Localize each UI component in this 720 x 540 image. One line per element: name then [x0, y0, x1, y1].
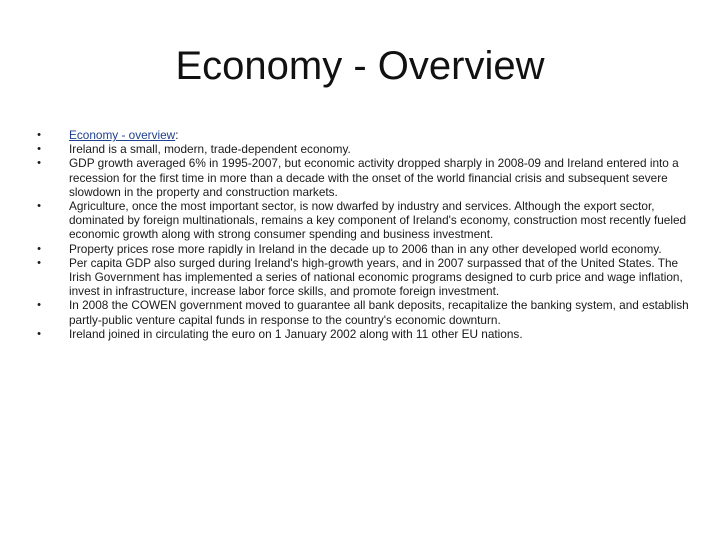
bullet-text: Ireland joined in circulating the euro on 1 January 2002 along with 11 other EU nations. [69, 326, 523, 341]
bullet-icon: • [37, 256, 41, 269]
bullet-item [37, 255, 690, 299]
bullet-item [37, 142, 690, 157]
bullet-icon: • [37, 157, 41, 170]
slide-title: Economy - Overview [175, 44, 545, 88]
bullet-item [37, 298, 690, 327]
bullet-text: Per capita GDP also surged during Ireland's high-growth years, and in 2007 surpassed that of the United States. The Irish Government has implemented a series of national economic programs designed to curb price and wage inflation, invest in infrastructure, increase labor force skills, and promote foreign investment. [69, 255, 683, 299]
bullet-icon: • [37, 299, 41, 312]
bullet-list [37, 128, 690, 341]
bullet-item [37, 156, 690, 199]
bullet-item [37, 199, 690, 242]
bullet-icon: • [37, 143, 41, 156]
bullet-text: Property prices rose more rapidly in Ireland in the decade up to 2006 than in any other developed world economy. [69, 241, 662, 256]
bullet-icon: • [37, 327, 41, 340]
bullet-text: Ireland is a small, modern, trade-dependent economy. [69, 142, 351, 157]
bullet-icon: • [37, 242, 41, 255]
bullet-item [37, 241, 690, 256]
bullet-text: GDP growth averaged 6% in 1995-2007, but economic activity dropped sharply in 2008-09 and Ireland entered into a recession for the first time in more than a decade with the onset of the world financial crisis and subsequent severe slowdown in the property and construction markets. [69, 156, 679, 199]
bullet-text: Agriculture, once the most important sector, is now dwarfed by industry and services. Although the export sector, dominated by foreign multinationals, remains a key component of Ireland's economy, construction most recently fueled economic growth along with strong consumer spending and business investment. [69, 199, 687, 242]
bullet-text: In 2008 the COWEN government moved to guarantee all bank deposits, recapitalize the banking system, and establish partly-public venture capital funds in response to the country's economic downturn. [69, 298, 689, 327]
link-suffix: : [175, 128, 179, 142]
bullet-item [37, 326, 690, 341]
bullet-icon: • [37, 200, 41, 213]
bullet-icon: • [37, 129, 41, 141]
economy-overview-link[interactable]: Economy - overview [69, 128, 176, 142]
bullet-item-link [37, 128, 690, 142]
